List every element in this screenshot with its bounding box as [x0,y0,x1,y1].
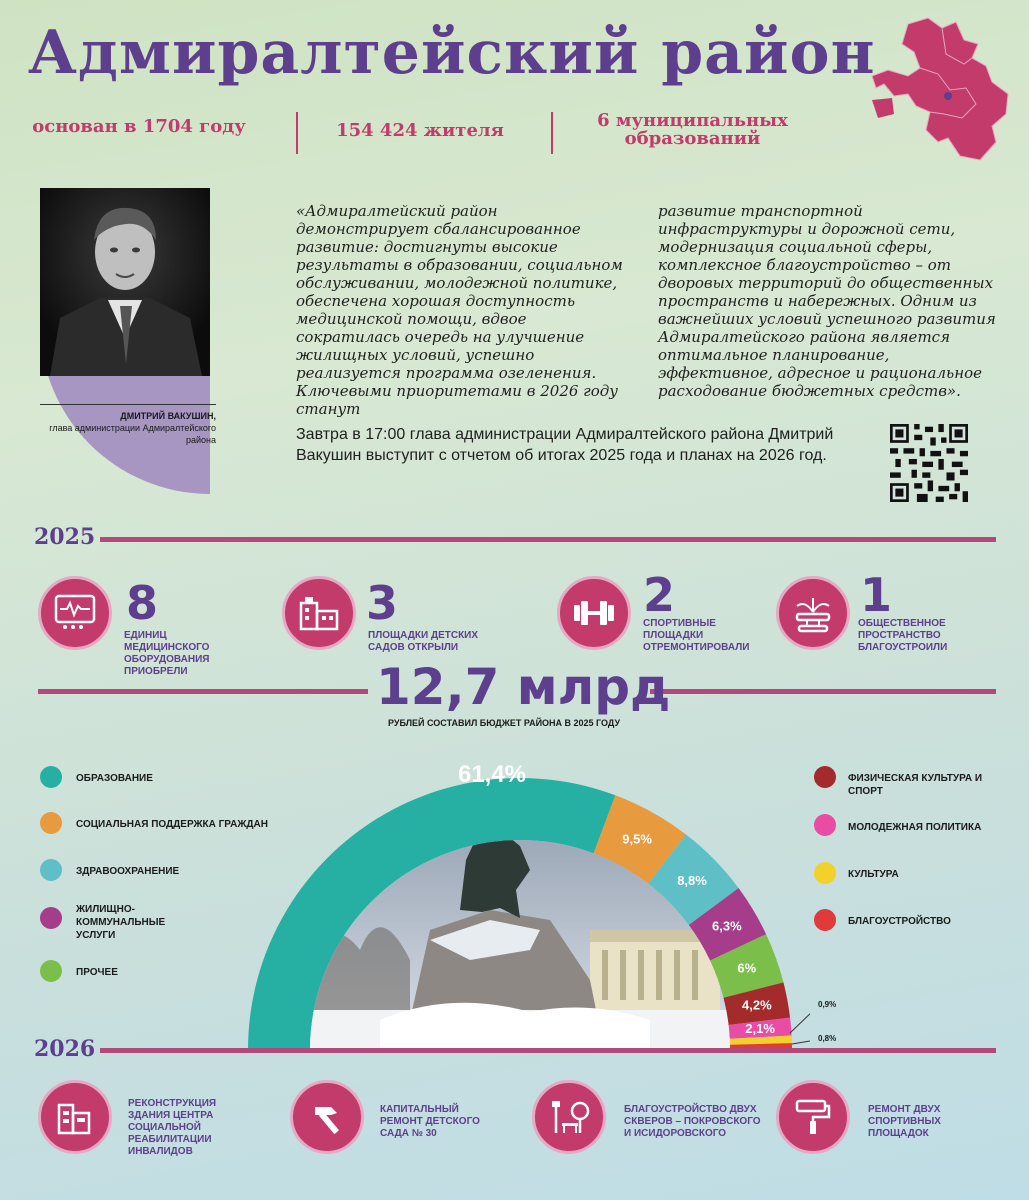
stat-number: 8 [126,576,159,630]
person-name: ДМИТРИЙ ВАКУШИН, [120,411,216,421]
budget-rule-right [650,689,996,694]
budget-amount: 12,7 млрд [376,658,671,716]
stat-founded: основан в 1704 году [32,116,246,137]
building-icon [38,1080,112,1154]
stat-caption: ПЛОЩАДКИ ДЕТСКИХ САДОВ ОТКРЫЛИ [368,630,479,653]
legend-swatch [40,960,62,982]
legend-label: ЖИЛИЩНО-КОММУНАЛЬНЫЕ УСЛУГИ [76,904,166,941]
legend-label: ПРОЧЕЕ [76,967,118,978]
legend-label: ФИЗИЧЕСКАЯ КУЛЬТУРА И СПОРТ [848,773,983,797]
legend-swatch [40,812,62,834]
stat-divider [551,112,553,154]
slice-value-label: 9,5% [622,831,652,847]
person-role: глава администрации Адмиралтейского района [49,423,216,445]
plan-caption: КАПИТАЛЬНЫЙ РЕМОНТ ДЕТСКОГО САДА № 30 [380,1104,480,1139]
stat-number: 3 [366,576,399,630]
leader-lines [790,1008,810,1044]
stat-divider [296,112,298,154]
slice-value-label: 8,8% [677,873,707,889]
year-2026-rule [100,1048,996,1053]
person-caption [40,410,216,446]
legend-label: ЗДРАВООХРАНЕНИЕ [76,866,180,877]
slice-label-culture: 0,9% [818,1000,837,1009]
kindergarten-building-icon [282,576,356,650]
legend-swatch [814,862,836,884]
paint-roller-icon [776,1080,850,1154]
budget-rule-left [38,689,368,694]
legend-swatch [40,859,62,881]
slice-value-label: 6,3% [712,918,742,934]
park-bench-icon [532,1080,606,1154]
stat-caption: СПОРТИВНЫЕ ПЛОЩАДКИ ОТРЕМОНТИРОВАЛИ [643,618,750,653]
medical-monitor-icon [38,576,112,650]
legend-swatch [40,907,62,929]
legend-label: ОБРАЗОВАНИЕ [76,773,153,784]
legend-swatch [814,909,836,931]
quote-column-1: «Адмиралтейский район демонстрирует сбалансированное развитие: достигнуты высокие результаты в образовании, социальном обслуживании, молодежной политике, обеспечена хорошая доступность медицинской помощи, вдвое сократилась очередь на улучшение жилищных условий, успешно реализуется программа озеленения. Ключевыми приоритетами в 2026 году станут [296,202,623,418]
fountain-icon [776,576,850,650]
budget-donut-chart [230,750,810,1050]
stat-caption: ОБЩЕСТВЕННОЕ ПРОСТРАНСТВО БЛАГОУСТРОИЛИ [858,618,948,653]
legend-swatch [814,766,836,788]
year-2025-rule [100,537,996,542]
legend-label: МОЛОДЕЖНАЯ ПОЛИТИКА [848,822,982,833]
legend-swatch [40,766,62,788]
city-map-icon [868,14,1016,164]
qr-code[interactable] [890,424,968,502]
legend-label: СОЦИАЛЬНАЯ ПОДДЕРЖКА ГРАЖДАН [76,819,268,830]
legend-label: БЛАГОУСТРОЙСТВО [848,916,951,927]
slice-value-label: 6% [737,960,757,976]
slice-value-label: 61,4% [457,761,527,788]
legend-label: КУЛЬТУРА [848,869,899,880]
name-divider [40,404,216,405]
stat-number: 1 [860,568,893,622]
stat-municipalities: 6 муниципальных образований [597,110,788,149]
stat-population: 154 424 жителя [336,120,504,141]
announcement-text: Завтра в 17:00 глава администрации Адмиралтейского района Дмитрий Вакушин выступит с отчетом об итогах 2025 года и планах на 2026 год. [296,426,834,464]
year-2025-label: 2025 [34,524,96,550]
plan-caption: РЕКОНСТРУКЦИЯ ЗДАНИЯ ЦЕНТРА СОЦИАЛЬНОЙ РЕАБИЛИТАЦИИ ИНВАЛИДОВ [128,1098,217,1157]
plan-caption: РЕМОНТ ДВУХ СПОРТИВНЫХ ПЛОЩАДОК [868,1104,941,1139]
dumbbell-icon [557,576,631,650]
hammer-icon [290,1080,364,1154]
page-title: Адмиралтейский район [28,18,876,88]
legend-swatch [814,814,836,836]
slice-value-label: 2,1% [745,1021,775,1037]
plan-caption: БЛАГОУСТРОЙСТВО ДВУХ СКВЕРОВ – ПОКРОВСКОГО И ИСИДОРОВСКОГО [624,1104,761,1139]
budget-caption: РУБЛЕЙ СОСТАВИЛ БЮДЖЕТ РАЙОНА В 2025 ГОДУ [388,718,621,728]
portrait-photo [40,188,210,376]
slice-label-improvement: 0,8% [818,1034,837,1043]
stat-number: 2 [643,568,676,622]
quote-column-2: развитие транспортной инфраструктуры и дорожной сети, модернизация социальной сферы, комплексное благоустройство – от дворовых территорий до общественных пространств и набережных. Одним из важнейших условий успешного развития Адмиралтейского района является оптимальное планирование, эффективное, адресное и рациональное расходование бюджетных средств». [658,202,996,400]
slice-value-label: 4,2% [742,997,772,1013]
year-2026-label: 2026 [34,1036,96,1062]
stat-caption: ЕДИНИЦ МЕДИЦИНСКОГО ОБОРУДОВАНИЯ ПРИОБРЕЛИ [124,630,210,677]
